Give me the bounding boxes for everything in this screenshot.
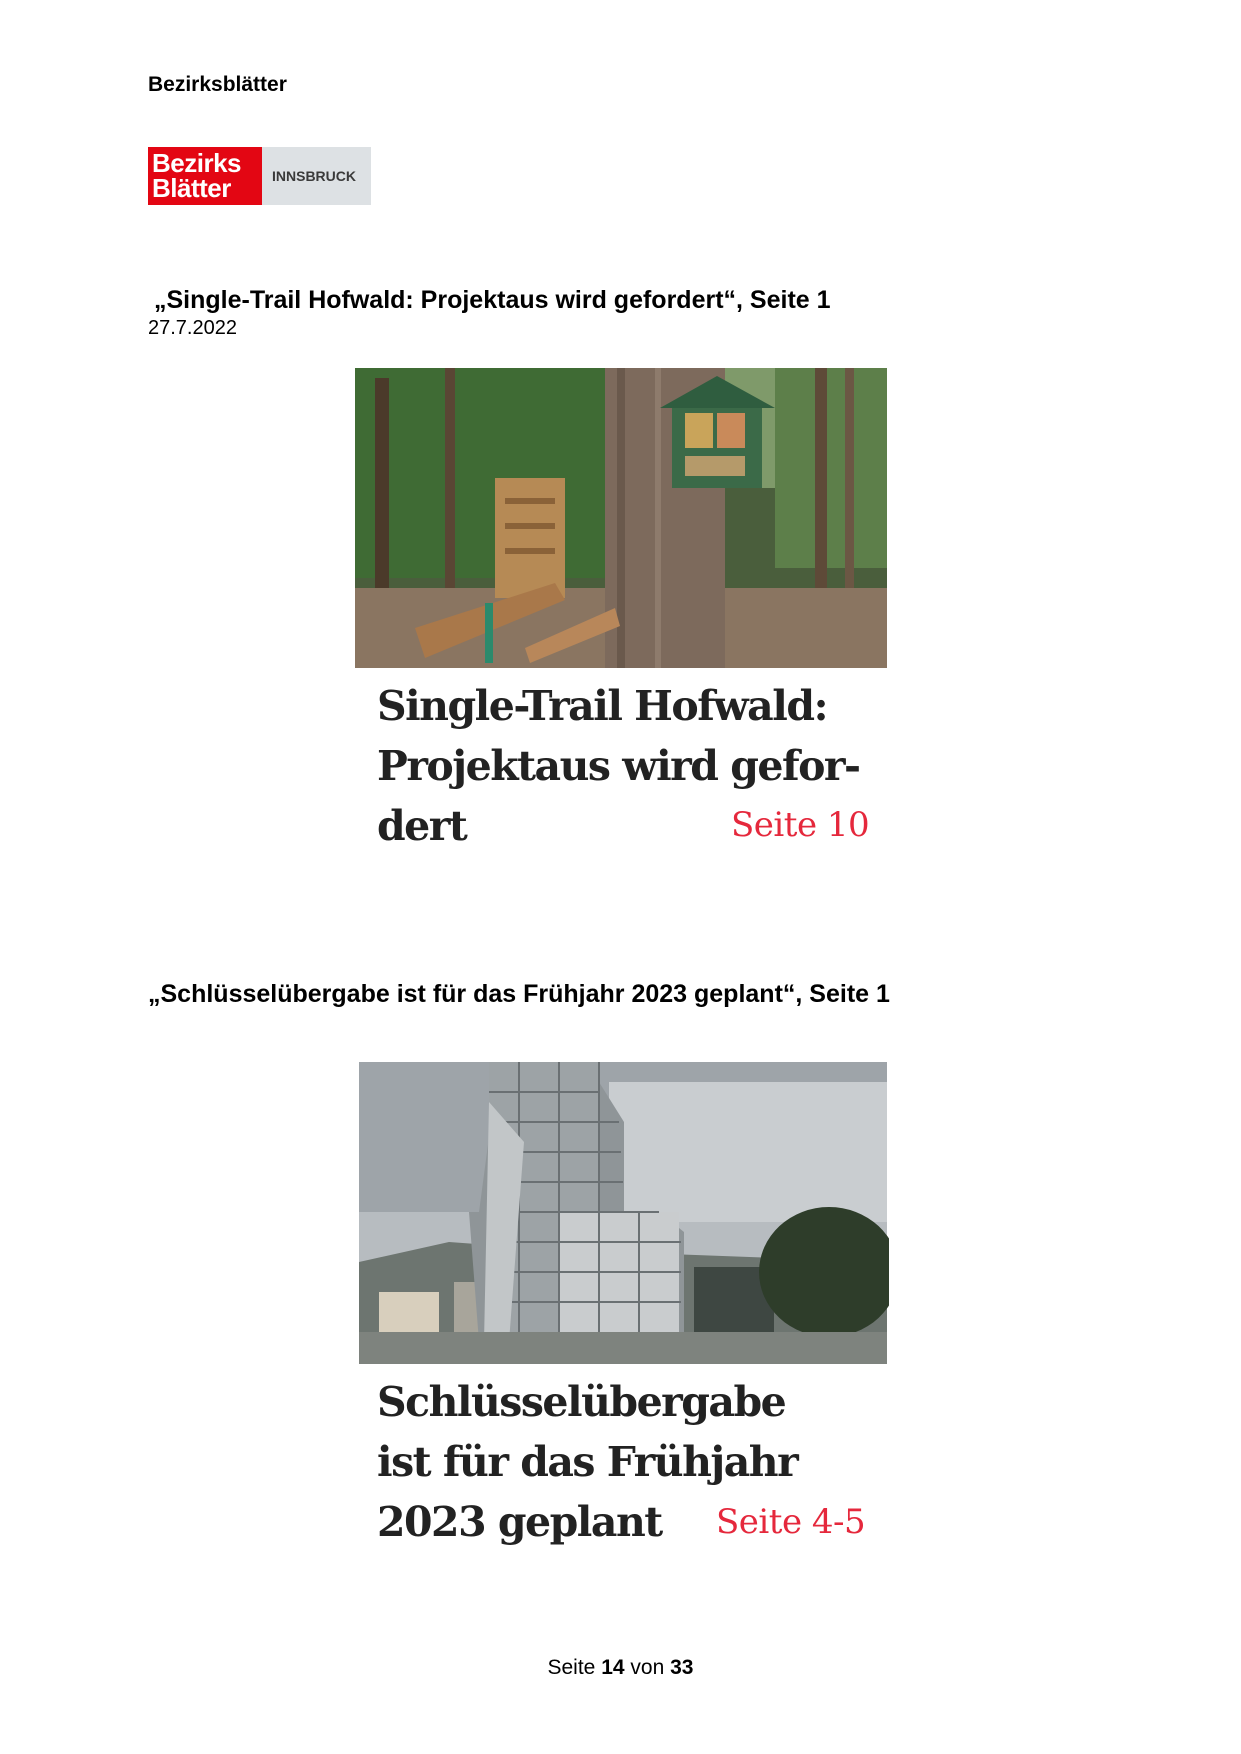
- clipping-headline-line-2: ist für das Frühjahr: [377, 1438, 798, 1486]
- article-date: 27.7.2022: [148, 317, 237, 339]
- clipping-headline-line-1: Single-Trail Hofwald:: [377, 682, 828, 730]
- clipping-page-ref: Seite 4-5: [716, 1502, 866, 1542]
- newspaper-clipping: [357, 1062, 889, 1564]
- logo-wordmark: [148, 147, 262, 205]
- highrise-construction-photo: [357, 1062, 889, 1364]
- bezirksblaetter-logo: [148, 147, 371, 205]
- footer-prefix: Seite: [547, 1656, 596, 1679]
- clipping-headline-line-1: Schlüsselübergabe: [377, 1378, 786, 1426]
- clipping-headline-line-3: dert: [377, 802, 467, 850]
- article-title: „Schlüsselübergabe ist für das Frühjahr 2023 geplant“, Seite 1: [148, 980, 890, 1008]
- clipping-headline-line-3: 2023 geplant: [377, 1498, 662, 1546]
- forest-trail-photo: [355, 368, 887, 668]
- clipping-page-ref: Seite 10: [731, 805, 870, 845]
- footer-total-pages: 33: [670, 1656, 694, 1679]
- clipping-headline-line-2: Projektaus wird gefor-: [377, 742, 860, 790]
- page-footer: [0, 1656, 1241, 1680]
- publication-name: Bezirksblätter: [148, 73, 287, 96]
- footer-current-page: 14: [601, 1656, 625, 1679]
- footer-middle: von: [630, 1656, 665, 1679]
- article-title: „Single-Trail Hofwald: Projektaus wird gefordert“, Seite 1: [154, 286, 831, 314]
- logo-line-1: Bezirks: [152, 148, 241, 178]
- logo-region: INNSBRUCK: [262, 147, 371, 205]
- logo-line-2: Blätter: [152, 173, 231, 203]
- newspaper-clipping: [355, 368, 887, 850]
